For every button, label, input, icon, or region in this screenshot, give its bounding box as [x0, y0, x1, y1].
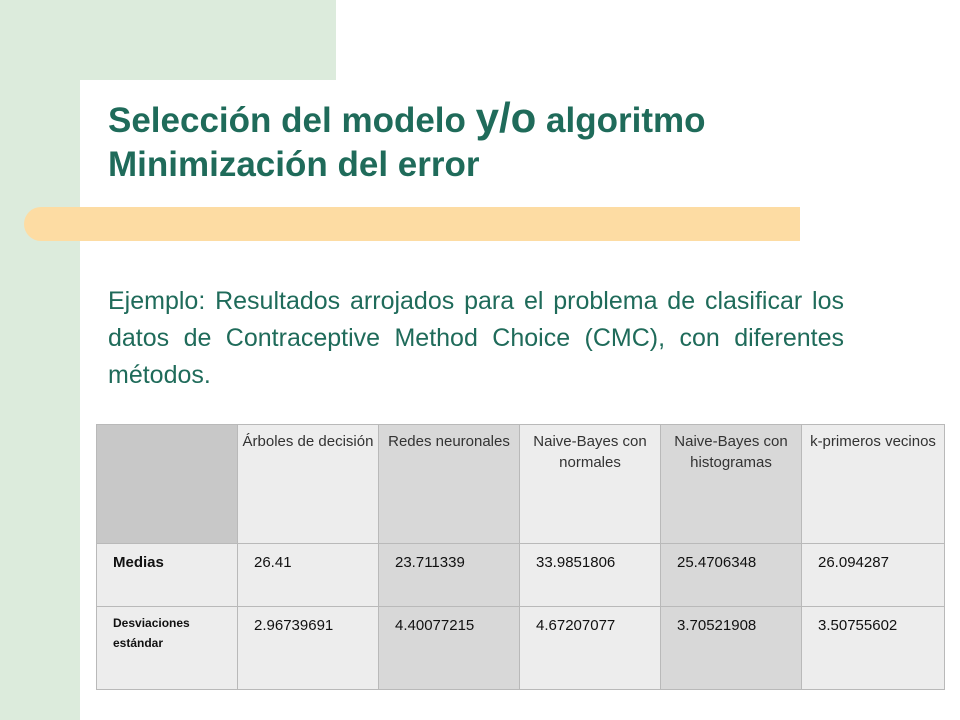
table-cell: 25.4706348 — [661, 544, 802, 607]
title-line-1: Selección del modelo y/o algoritmo — [108, 94, 706, 141]
table-header-row — [97, 425, 945, 544]
title-line-2: Minimización del error — [108, 145, 480, 184]
decorative-green-band — [0, 0, 80, 720]
table-cell: 3.50755602 — [802, 607, 945, 690]
table-corner-cell — [97, 425, 238, 544]
decorative-green-corner — [80, 0, 336, 80]
table-row — [97, 607, 945, 690]
column-header: Naive-Bayes con normales — [520, 425, 661, 544]
row-label: Medias — [97, 544, 238, 607]
accent-bar — [24, 207, 800, 241]
table-row — [97, 544, 945, 607]
title-yo: y/o — [475, 94, 537, 141]
table-cell: 2.96739691 — [238, 607, 379, 690]
row-label: Desviaciones estándar — [97, 607, 238, 690]
slide-title — [108, 96, 908, 187]
column-header: Árboles de decisión — [238, 425, 379, 544]
results-table — [96, 424, 945, 690]
table-cell: 26.41 — [238, 544, 379, 607]
table-cell: 26.094287 — [802, 544, 945, 607]
table-cell: 3.70521908 — [661, 607, 802, 690]
table-cell: 4.40077215 — [379, 607, 520, 690]
column-header: Redes neuronales — [379, 425, 520, 544]
column-header: k-primeros vecinos — [802, 425, 945, 544]
table-cell: 4.67207077 — [520, 607, 661, 690]
table-cell: 23.711339 — [379, 544, 520, 607]
table-cell: 33.9851806 — [520, 544, 661, 607]
intro-paragraph: Ejemplo: Resultados arrojados para el problema de clasificar los datos de Contraceptive Method Choice (CMC), con diferentes métodos. — [108, 287, 844, 389]
column-header: Naive-Bayes con histogramas — [661, 425, 802, 544]
